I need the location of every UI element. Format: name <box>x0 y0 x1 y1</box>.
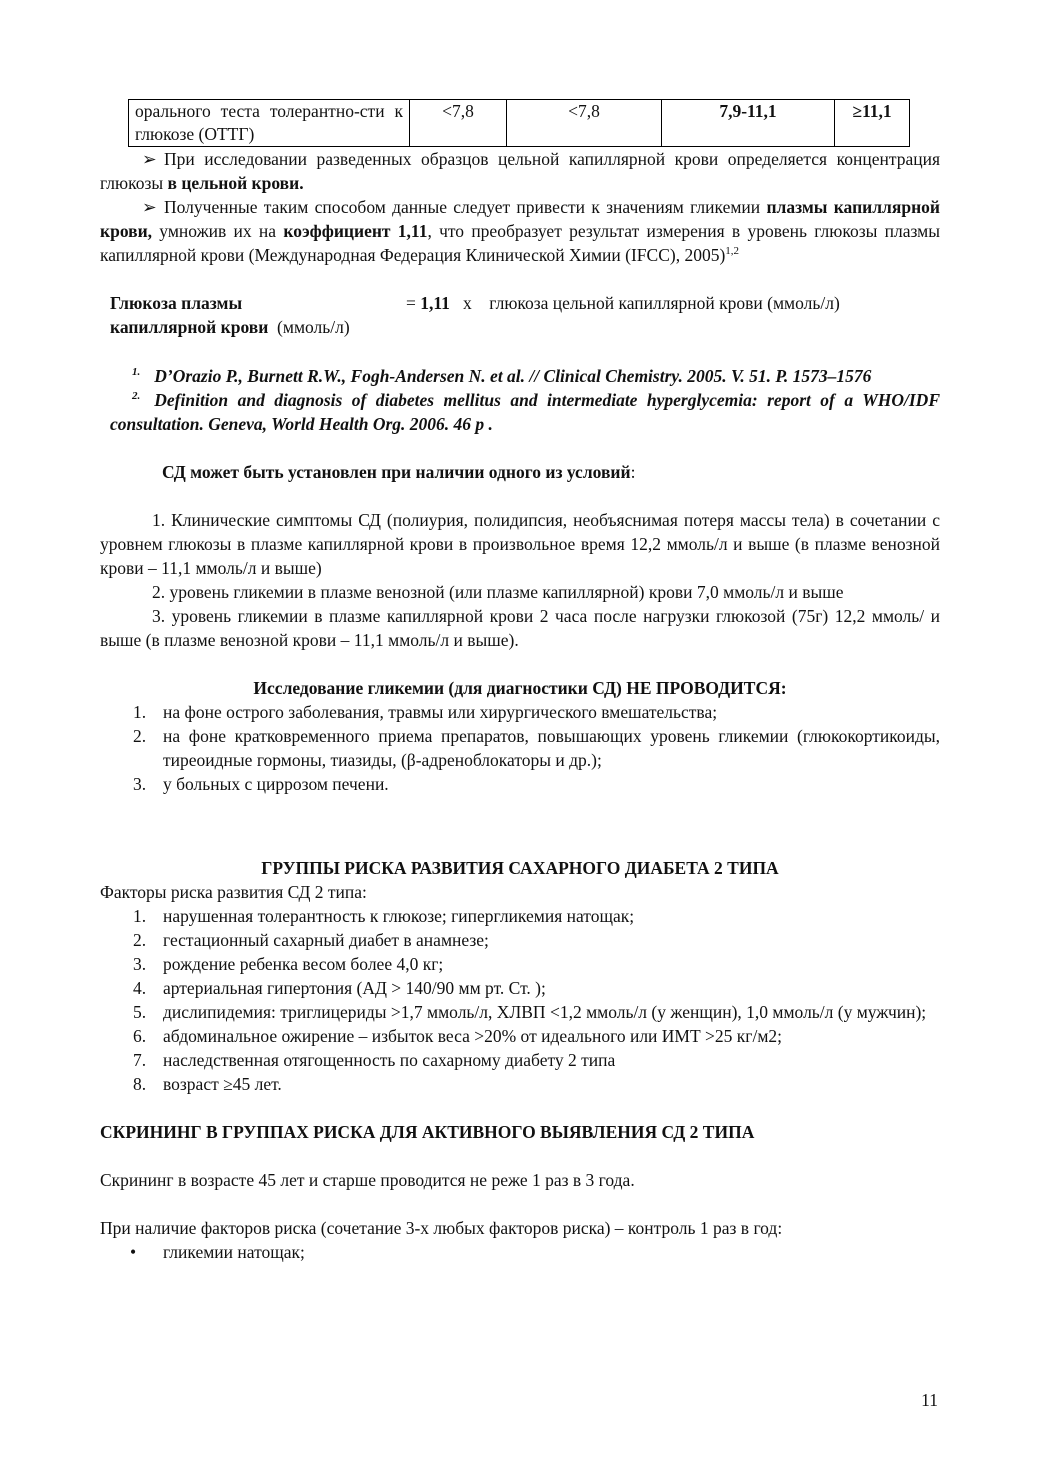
not-done-heading: Исследование гликемии (для диагностики СД) НЕ ПРОВОДИТСЯ: <box>253 678 787 698</box>
list-item: 7. наследственная отягощенность по сахарному диабету 2 типа <box>133 1050 616 1070</box>
document-page <box>100 99 940 1264</box>
list-item: 8. возраст ≥45 лет. <box>133 1074 282 1094</box>
table-row <box>129 100 910 147</box>
risk-intro: Факторы риска развития СД 2 типа: <box>100 882 367 902</box>
screening-paragraph: При наличие факторов риска (сочетание 3-х любых факторов риска) – контроль 1 раз в год: <box>100 1218 783 1238</box>
list-item: 2. гестационный сахарный диабет в анамнезе; <box>133 930 489 950</box>
bullet-icon: • <box>130 1242 137 1262</box>
table-cell-norm-capillary: <7,8 <box>507 100 662 147</box>
table-cell-norm-venous: <7,8 <box>410 100 507 147</box>
list-item: 1. нарушенная толерантность к глюкозе; гипергликемия натощак; <box>133 906 635 926</box>
risk-heading: ГРУППЫ РИСКА РАЗВИТИЯ САХАРНОГО ДИАБЕТА 2 ТИПА <box>261 858 779 878</box>
screening-paragraph: Скрининг в возрасте 45 лет и старше проводится не реже 1 раз в 3 года. <box>100 1170 635 1190</box>
conditions-heading: СД может быть установлен при наличии одного из условий: <box>162 462 636 482</box>
list-item: 5. дислипидемия: триглицериды >1,7 ммоль/л, ХЛВП <1,2 ммоль/л (у женщин), 1,0 ммоль/л (у мужчин); <box>133 1002 927 1022</box>
table-cell-impaired: 7,9-11,1 <box>662 100 835 147</box>
list-item: 3. у больных с циррозом печени. <box>133 774 389 794</box>
arrow-right-icon: ➢ <box>142 149 157 169</box>
list-item: 3. рождение ребенка весом более 4,0 кг; <box>133 954 444 974</box>
condition-item: 2. уровень гликемии в плазме венозной (или плазме капиллярной) крови 7,0 ммоль/л и выше <box>152 582 844 602</box>
screening-bullets <box>100 1240 940 1264</box>
list-item: 1. на фоне острого заболевания, травмы или хирургического вмешательства; <box>133 702 718 722</box>
reference-item: $^{2.}$ Definition and diagnosis of diabetes mellitus and intermediate hyperglycemia: report of a WHO/IDF consultation. Geneva, World Health Org. 2006. 46 p . <box>110 390 940 434</box>
list-item: 4. артериальная гипертония (АД > 140/90 мм рт. Ст. ); <box>133 978 546 998</box>
list-item: • гликемии натощак; <box>130 1242 305 1262</box>
formula-right: = 1,11 х глюкоза цельной капиллярной крови (ммоль/л) <box>406 293 840 313</box>
conversion-formula <box>100 291 940 339</box>
risk-factors-list <box>100 904 940 1096</box>
references <box>100 364 940 436</box>
not-done-list <box>100 700 940 796</box>
paragraph-whole-blood: ➢ При исследовании разведенных образцов цельной капиллярной крови определяется концентрация глюкозы в цельной крови. <box>100 149 940 193</box>
table-cell-test: орального теста толерантно-сти к глюкозе (ОТТГ) <box>129 100 410 147</box>
condition-item: 3. уровень гликемии в плазме капиллярной крови 2 часа после нагрузки глюкозой (75г) 12,2 ммоль/ и выше (в плазме венозной крови – 11,1 ммоль/л и выше). <box>100 606 940 650</box>
table-cell-diabetes: ≥11,1 <box>835 100 910 147</box>
conditions-list <box>100 508 940 652</box>
ottg-table <box>128 99 910 147</box>
paragraph-coefficient: ➢ Полученные таким способом данные следует привести к значениям гликемии плазмы капиллярной крови, умножив их на коэффициент 1,11, что преобразует результат измерения в уровень глюкозы плазмы капиллярной крови (Международная Федерация Клинической Химии (IFCC), 2005)$^{1,2}$ <box>100 197 940 265</box>
page-number: 11 <box>921 1390 938 1410</box>
reference-item: $^{1.}$ D’Orazio P., Burnett R.W., Fogh-Andersen N. et al. // Clinical Chemistry. 2005. V. 51. P. 1573–1576 <box>132 366 872 386</box>
list-item: 6. абдоминальное ожирение – избыток веса >20% от идеального или ИМТ >25 кг/м2; <box>133 1026 783 1046</box>
condition-item: 1. Клинические симптомы СД (полиурия, полидипсия, необъяснимая потеря массы тела) в сочетании с уровнем глюкозы в плазме капиллярной крови в произвольное время 12,2 ммоль/л и выше (в плазме венозной крови – 11,1 ммоль/л и выше) <box>100 510 940 578</box>
list-item: 2. на фоне кратковременного приема препаратов, повышающих уровень гликемии (глюкокортикоиды, тиреоидные гормоны, тиазиды, (β-адреноблокаторы и др.); <box>133 726 940 770</box>
formula-left: Глюкоза плазмы капиллярной крови (ммоль/л) <box>110 293 350 337</box>
arrow-right-icon: ➢ <box>142 197 157 217</box>
screening-heading: СКРИНИНГ В ГРУППАХ РИСКА ДЛЯ АКТИВНОГО ВЫЯВЛЕНИЯ СД 2 ТИПА <box>100 1122 755 1142</box>
